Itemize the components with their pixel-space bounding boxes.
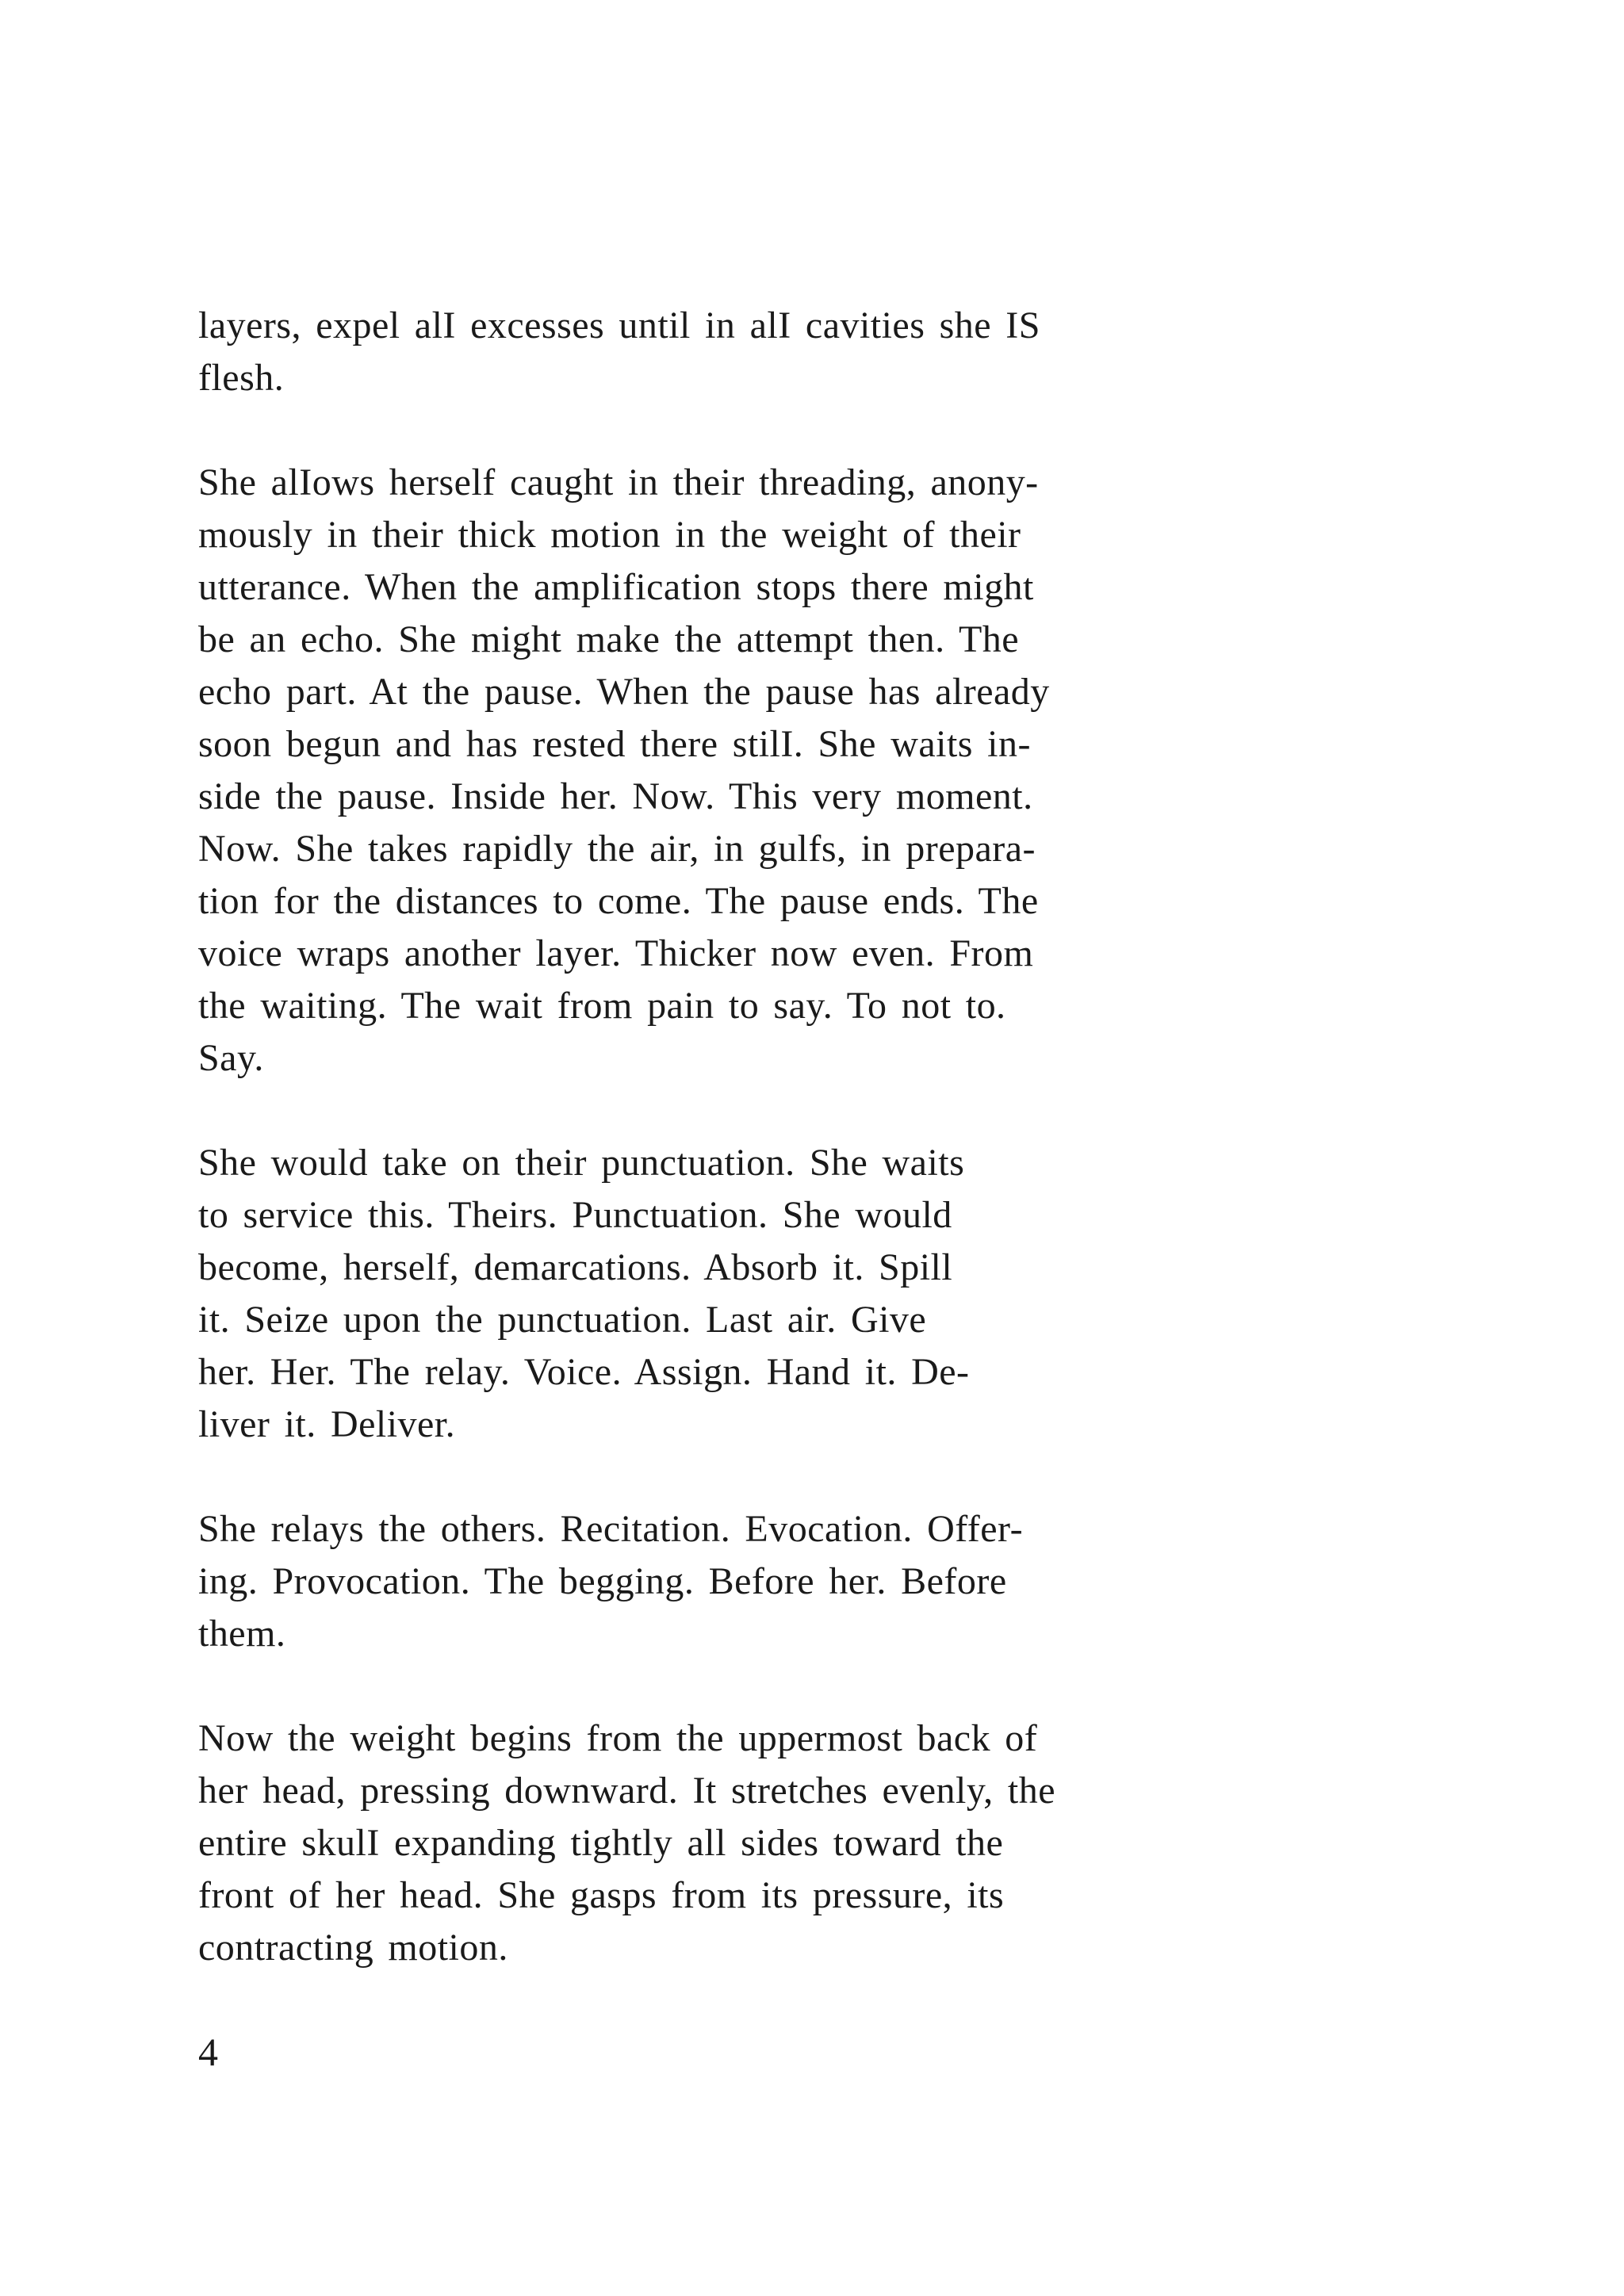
text-line: layers, expel alI excesses until in alI cavities she IS bbox=[198, 304, 1040, 346]
text-line: She alIows herself caught in their threading, anony- bbox=[198, 461, 1039, 503]
text-line: utterance. When the amplification stops there might bbox=[198, 566, 1034, 608]
text-line: her. Her. The relay. Voice. Assign. Hand it. De- bbox=[198, 1351, 970, 1393]
page-number: 4 bbox=[198, 2030, 218, 2074]
paragraph-5 bbox=[198, 1712, 1261, 1974]
text-line: contracting motion. bbox=[198, 1927, 508, 1969]
paragraph-4 bbox=[198, 1503, 1261, 1660]
text-line: be an echo. She might make the attempt then. The bbox=[198, 618, 1020, 660]
text-line: entire skulI expanding tightly all sides toward the bbox=[198, 1822, 1004, 1864]
text-line: front of her head. She gasps from its pressure, its bbox=[198, 1874, 1005, 1916]
text-line: liver it. Deliver. bbox=[198, 1403, 456, 1445]
text-line: become, herself, demarcations. Absorb it. Spill bbox=[198, 1246, 953, 1288]
paragraph-1 bbox=[198, 300, 1261, 404]
paragraph-3 bbox=[198, 1137, 1261, 1451]
text-line: Say. bbox=[198, 1037, 264, 1079]
text-line: echo part. At the pause. When the pause has already bbox=[198, 671, 1050, 713]
text-line: soon begun and has rested there stilI. She waits in- bbox=[198, 723, 1031, 765]
text-line: She relays the others. Recitation. Evocation. Offer- bbox=[198, 1508, 1024, 1550]
text-line: voice wraps another layer. Thicker now even. From bbox=[198, 932, 1034, 974]
paragraph-2 bbox=[198, 457, 1261, 1085]
text-line: mously in their thick motion in the weight of their bbox=[198, 514, 1021, 556]
text-line: ing. Provocation. The begging. Before her. Before bbox=[198, 1560, 1007, 1602]
text-line: side the pause. Inside her. Now. This very moment. bbox=[198, 775, 1033, 817]
text-line: flesh. bbox=[198, 357, 285, 399]
text-line: her head, pressing downward. It stretches evenly, the bbox=[198, 1770, 1055, 1812]
body-text bbox=[198, 300, 1261, 2026]
text-line: She would take on their punctuation. She waits bbox=[198, 1142, 965, 1184]
text-line: to service this. Theirs. Punctuation. She would bbox=[198, 1194, 952, 1236]
text-line: the waiting. The wait from pain to say. To not to. bbox=[198, 985, 1006, 1027]
text-line: it. Seize upon the punctuation. Last air. Give bbox=[198, 1299, 927, 1341]
text-line: Now. She takes rapidly the air, in gulfs, in prepara- bbox=[198, 828, 1036, 870]
text-line: them. bbox=[198, 1613, 286, 1655]
text-line: Now the weight begins from the uppermost back of bbox=[198, 1717, 1038, 1759]
text-line: tion for the distances to come. The pause ends. The bbox=[198, 880, 1039, 922]
